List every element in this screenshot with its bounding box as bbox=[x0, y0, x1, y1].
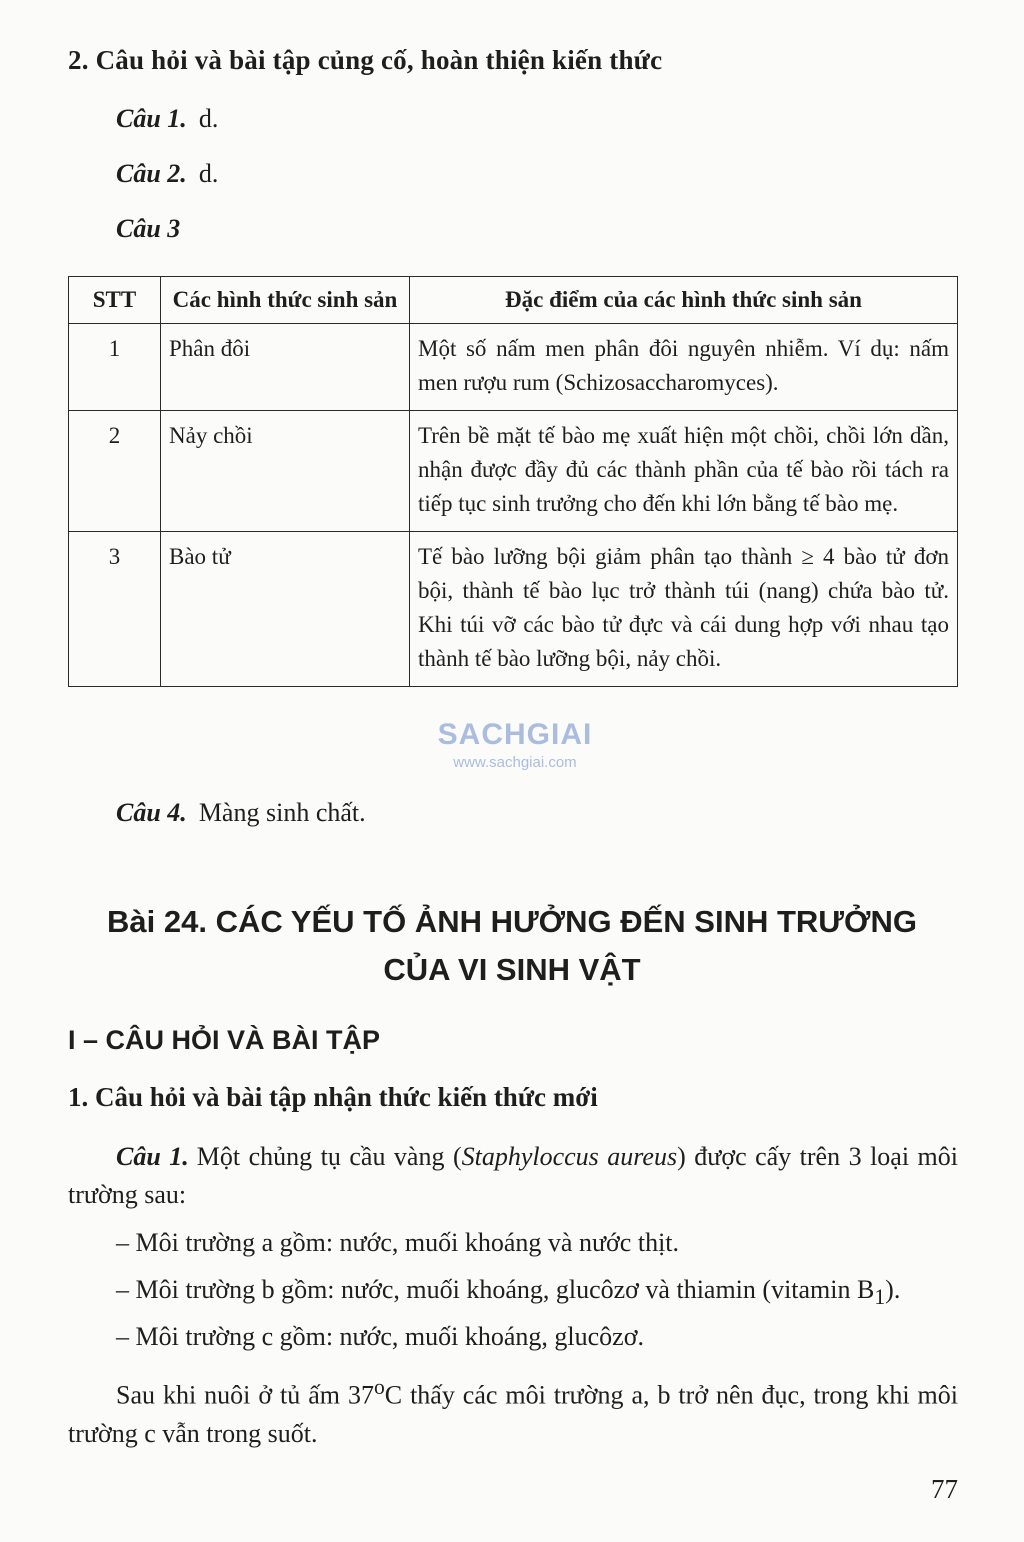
degree-superscript: o bbox=[373, 1375, 385, 1399]
answer-question-4 bbox=[116, 798, 366, 828]
header-stt: STT bbox=[69, 277, 161, 324]
answer-text: d. bbox=[198, 159, 219, 188]
answer-question-2 bbox=[116, 159, 218, 189]
subscript: 1 bbox=[874, 1285, 886, 1310]
lesson-title bbox=[60, 898, 964, 994]
answer-question-3 bbox=[116, 214, 192, 244]
species-name: Staphyloccus aureus bbox=[461, 1142, 678, 1171]
row-form: Phân đôi bbox=[161, 324, 410, 411]
list-item-tail: ). bbox=[885, 1275, 901, 1304]
watermark-url: www.sachgiai.com bbox=[453, 754, 577, 771]
table-row bbox=[69, 324, 958, 411]
table-row bbox=[69, 532, 958, 687]
lesson-title-line-1: Bài 24. CÁC YẾU TỐ ẢNH HƯỞNG ĐẾN SINH TRƯỞNG bbox=[107, 904, 917, 939]
table-header-row bbox=[69, 277, 958, 324]
question-label: Câu 4. bbox=[116, 798, 187, 827]
question-label: Câu 1. bbox=[116, 1142, 189, 1171]
reproduction-table bbox=[68, 276, 958, 687]
row-description: Trên bề mặt tế bào mẹ xuất hiện một chồi, chồi lớn dần, nhận được đầy đủ các thành phần của tế bào rồi tách ra tiếp tục sinh trưởng cho đến khi lớn bằng tế bào mẹ. bbox=[410, 411, 958, 532]
result-paragraph bbox=[68, 1368, 958, 1453]
answer-question-1 bbox=[116, 104, 218, 134]
result-text-start: Sau khi nuôi ở tủ ấm 37 bbox=[116, 1380, 374, 1410]
result-text-end: C thấy các môi trường a, b trở nên đục, trong khi môi trường c vẫn trong suốt. bbox=[68, 1380, 959, 1448]
row-form: Nảy chồi bbox=[161, 411, 410, 532]
table-row bbox=[69, 411, 958, 532]
answer-text: d. bbox=[198, 104, 219, 133]
subsection-heading: 1. Câu hỏi và bài tập nhận thức kiến thức mới bbox=[68, 1082, 598, 1112]
part-title: I – CÂU HỎI VÀ BÀI TẬP bbox=[68, 1025, 381, 1055]
list-item-text: – Môi trường b gồm: nước, muối khoáng, glucôzơ và thiamin (vitamin B bbox=[116, 1275, 875, 1304]
question-text-start: Một chủng tụ cầu vàng ( bbox=[196, 1142, 462, 1171]
watermark bbox=[410, 718, 620, 771]
question-1-paragraph bbox=[68, 1138, 958, 1214]
list-item: – Môi trường c gồm: nước, muối khoáng, glucôzơ. bbox=[116, 1322, 644, 1351]
watermark-logo: SACHGIAI bbox=[437, 718, 593, 751]
row-form: Bào tử bbox=[161, 532, 410, 687]
question-label: Câu 1. bbox=[116, 104, 187, 133]
list-item bbox=[116, 1275, 900, 1310]
row-description: Tế bào lưỡng bội giảm phân tạo thành ≥ 4 bào tử đơn bội, thành tế bào lục trở thành túi (nang) chứa bào tử. Khi túi vỡ các bào tử đực và cái dung hợp với nhau tạo thành tế bào lưỡng bội, nảy chồi. bbox=[410, 532, 958, 687]
section-heading: 2. Câu hỏi và bài tập củng cố, hoàn thiện kiến thức bbox=[68, 45, 663, 75]
question-text-end: ) được cấy trên 3 loại môi trường sau: bbox=[68, 1142, 958, 1209]
page-number: 77 bbox=[931, 1474, 958, 1504]
lesson-title-line-2: CỦA VI SINH VẬT bbox=[383, 952, 641, 987]
header-form: Các hình thức sinh sản bbox=[161, 277, 410, 324]
header-description: Đặc điểm của các hình thức sinh sản bbox=[410, 277, 958, 324]
list-item: – Môi trường a gồm: nước, muối khoáng và nước thịt. bbox=[116, 1228, 680, 1257]
question-label: Câu 3 bbox=[116, 214, 181, 243]
question-label: Câu 2. bbox=[116, 159, 187, 188]
answer-text: Màng sinh chất. bbox=[198, 798, 366, 827]
row-number: 1 bbox=[69, 324, 161, 411]
row-description: Một số nấm men phân đôi nguyên nhiễm. Ví dụ: nấm men rượu rum (Schizosaccharomyces). bbox=[410, 324, 958, 411]
row-number: 2 bbox=[69, 411, 161, 532]
row-number: 3 bbox=[69, 532, 161, 687]
